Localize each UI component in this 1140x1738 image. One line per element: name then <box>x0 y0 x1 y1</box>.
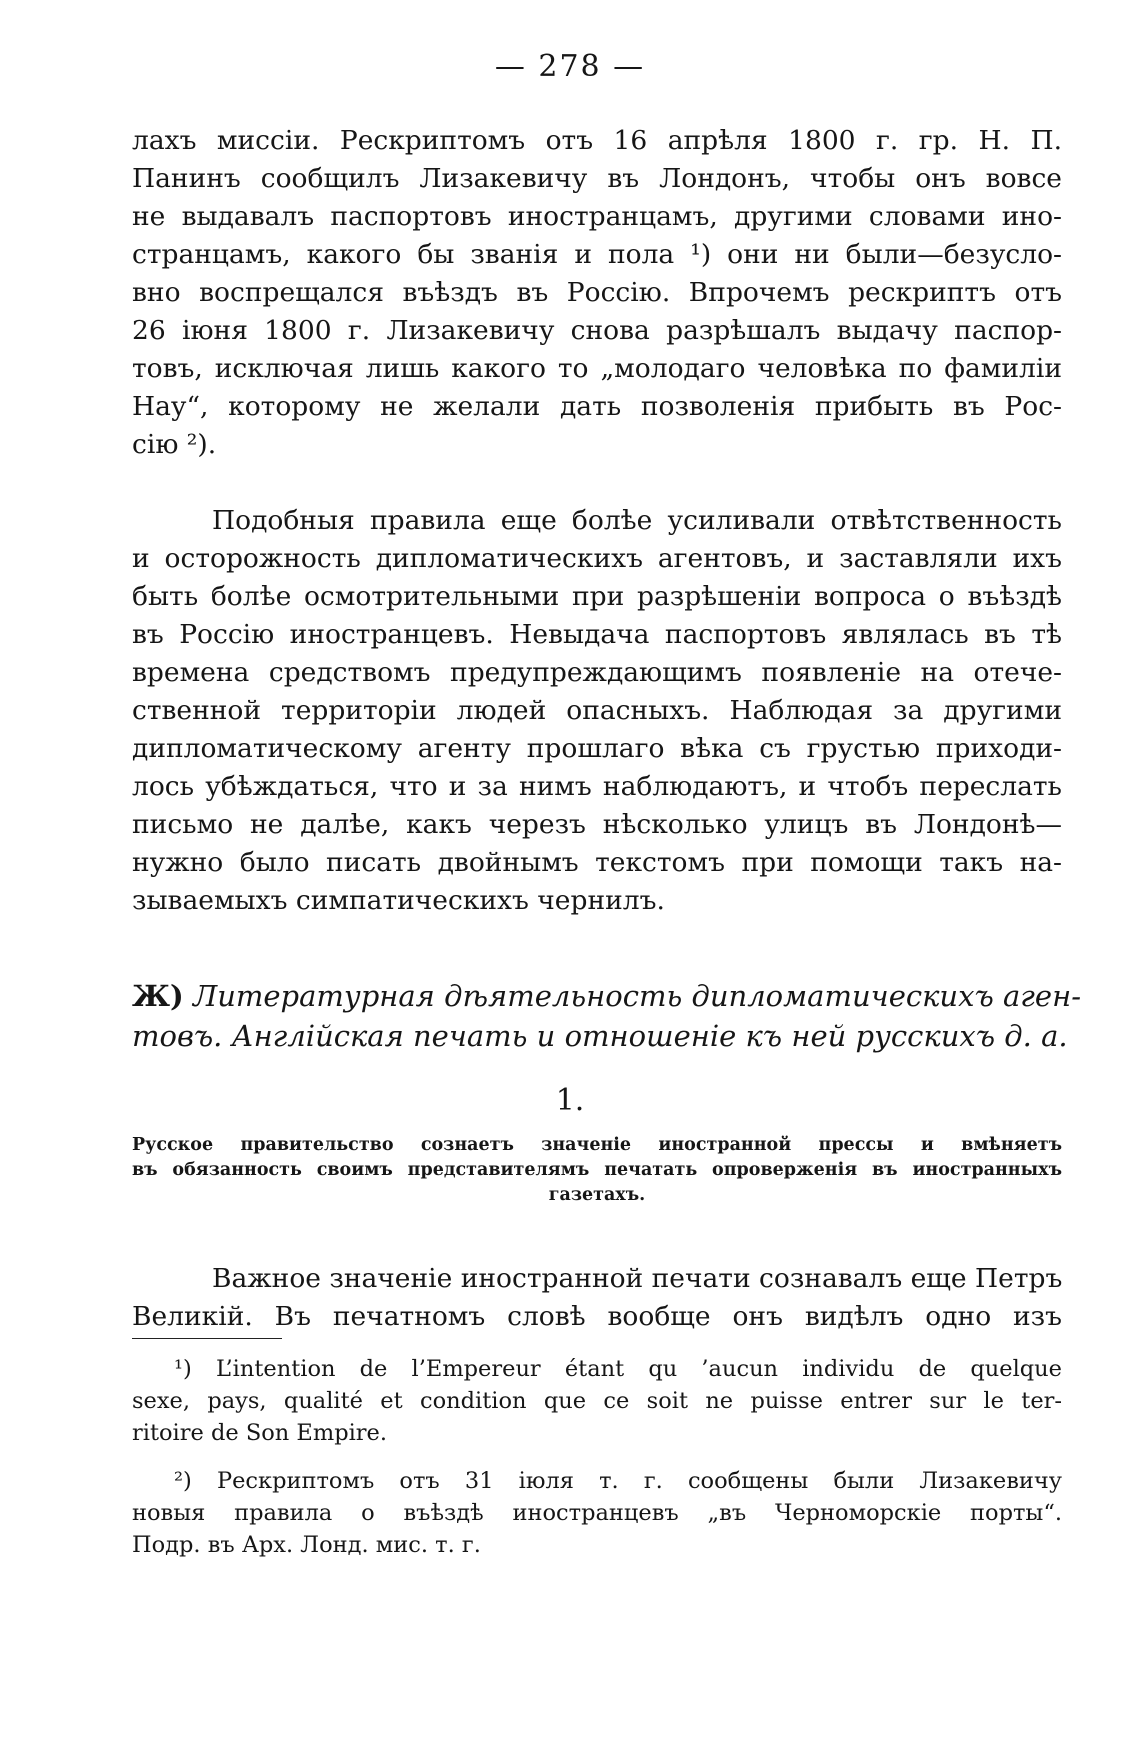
footnote-1 <box>132 1353 1062 1449</box>
paragraph-continuation <box>132 122 1062 464</box>
text-line: въ Россію иностранцевъ. Невыдача паспортовъ являлась въ тѣ <box>132 619 1062 650</box>
text-line: лось убѣждаться, что и за нимъ наблюдаютъ, и чтобъ переслать <box>132 771 1062 802</box>
text-line: не выдавалъ паспортовъ иностранцамъ, другими словами ино- <box>132 201 1062 232</box>
text-line: ственной территоріи людей опасныхъ. Наблюдая за другими <box>132 695 1062 726</box>
text-line: нужно было писать двойнымъ текстомъ при помощи такъ на- <box>132 847 1062 878</box>
text-line: письмо не далѣе, какъ черезъ нѣсколько улицъ въ Лондонѣ— <box>132 809 1062 840</box>
subsection-summary <box>132 1133 1062 1208</box>
text-line: и осторожность дипломатическихъ агентовъ, и заставляли ихъ <box>132 543 1062 574</box>
heading-line <box>132 976 1081 1016</box>
text-line: Важное значеніе иностранной печати сознавалъ еще Петръ <box>212 1263 1063 1294</box>
subsection-number: 1. <box>555 1083 585 1118</box>
text-line: странцамъ, какого бы званія и пола ¹) они ни были—безусло- <box>132 239 1062 270</box>
page-number: — 278 — <box>494 49 646 84</box>
footnote-2 <box>132 1465 1062 1561</box>
text-line: быть болѣе осмотрительными при разрѣшеніи вопроса о въѣздѣ <box>132 581 1062 612</box>
section-letter: Ж) <box>132 979 184 1013</box>
heading-text: Литературная дѣятельность дипломатическихъ аген- <box>193 979 1081 1013</box>
footnote-line: ¹) L’intention de l’Empereur étant qu ’aucun individu de quelque <box>174 1356 1062 1382</box>
text-line: Великій. Въ печатномъ словѣ вообще онъ видѣлъ одно изъ <box>132 1301 1062 1332</box>
summary-line: газетахъ. <box>548 1185 646 1205</box>
paragraph-foreign-press <box>132 1260 1062 1336</box>
text-line: Панинъ сообщилъ Лизакевичу въ Лондонъ, чтобы онъ вовсе <box>132 163 1062 194</box>
footnote-line: sexe, pays, qualité et condition que ce soit ne puisse entrer sur le ter- <box>132 1388 1062 1414</box>
text-line: товъ, исключая лишь какого то „молодаго человѣка по фамиліи <box>132 353 1062 384</box>
text-line: времена средствомъ предупреждающимъ появленіе на отече- <box>132 657 1062 688</box>
summary-line: въ обязанность своимъ представителямъ печатать опроверженія въ иностранныхъ <box>132 1160 1062 1180</box>
heading-line: товъ. Англійская печать и отношеніе къ ней русскихъ д. а. <box>132 1019 1068 1053</box>
section-heading <box>132 976 1081 1056</box>
footnote-line: Подр. въ Арх. Лонд. мис. т. г. <box>132 1532 481 1558</box>
footnote-divider <box>132 1338 282 1339</box>
paragraph-diplomatic-caution <box>132 502 1062 920</box>
footnote-line: новыя правила о въѣздѣ иностранцевъ „въ Черноморскіе порты“. <box>132 1500 1062 1526</box>
text-line: Подобныя правила еще болѣе усиливали отвѣтственность <box>212 505 1062 536</box>
text-line: сію ²). <box>132 429 217 460</box>
text-line: зываемыхъ симпатическихъ чернилъ. <box>132 885 665 916</box>
text-line: дипломатическому агенту прошлаго вѣка съ грустью приходи- <box>132 733 1062 764</box>
footnote-line: ²) Рескриптомъ отъ 31 іюля т. г. сообщены были Лизакевичу <box>174 1468 1062 1494</box>
text-line: вно воспрещался въѣздъ въ Россію. Впрочемъ рескриптъ отъ <box>132 277 1062 308</box>
text-line: Нау“, которому не желали дать позволенія прибыть въ Рос- <box>132 391 1062 422</box>
text-line: 26 іюня 1800 г. Лизакевичу снова разрѣшалъ выдачу паспор- <box>132 315 1062 346</box>
summary-line: Русское правительство сознаетъ значеніе иностранной прессы и вмѣняетъ <box>132 1135 1062 1155</box>
text-line: лахъ миссіи. Рескриптомъ отъ 16 апрѣля 1800 г. гр. Н. П. <box>132 125 1062 156</box>
footnote-line: ritoire de Son Empire. <box>132 1420 388 1446</box>
